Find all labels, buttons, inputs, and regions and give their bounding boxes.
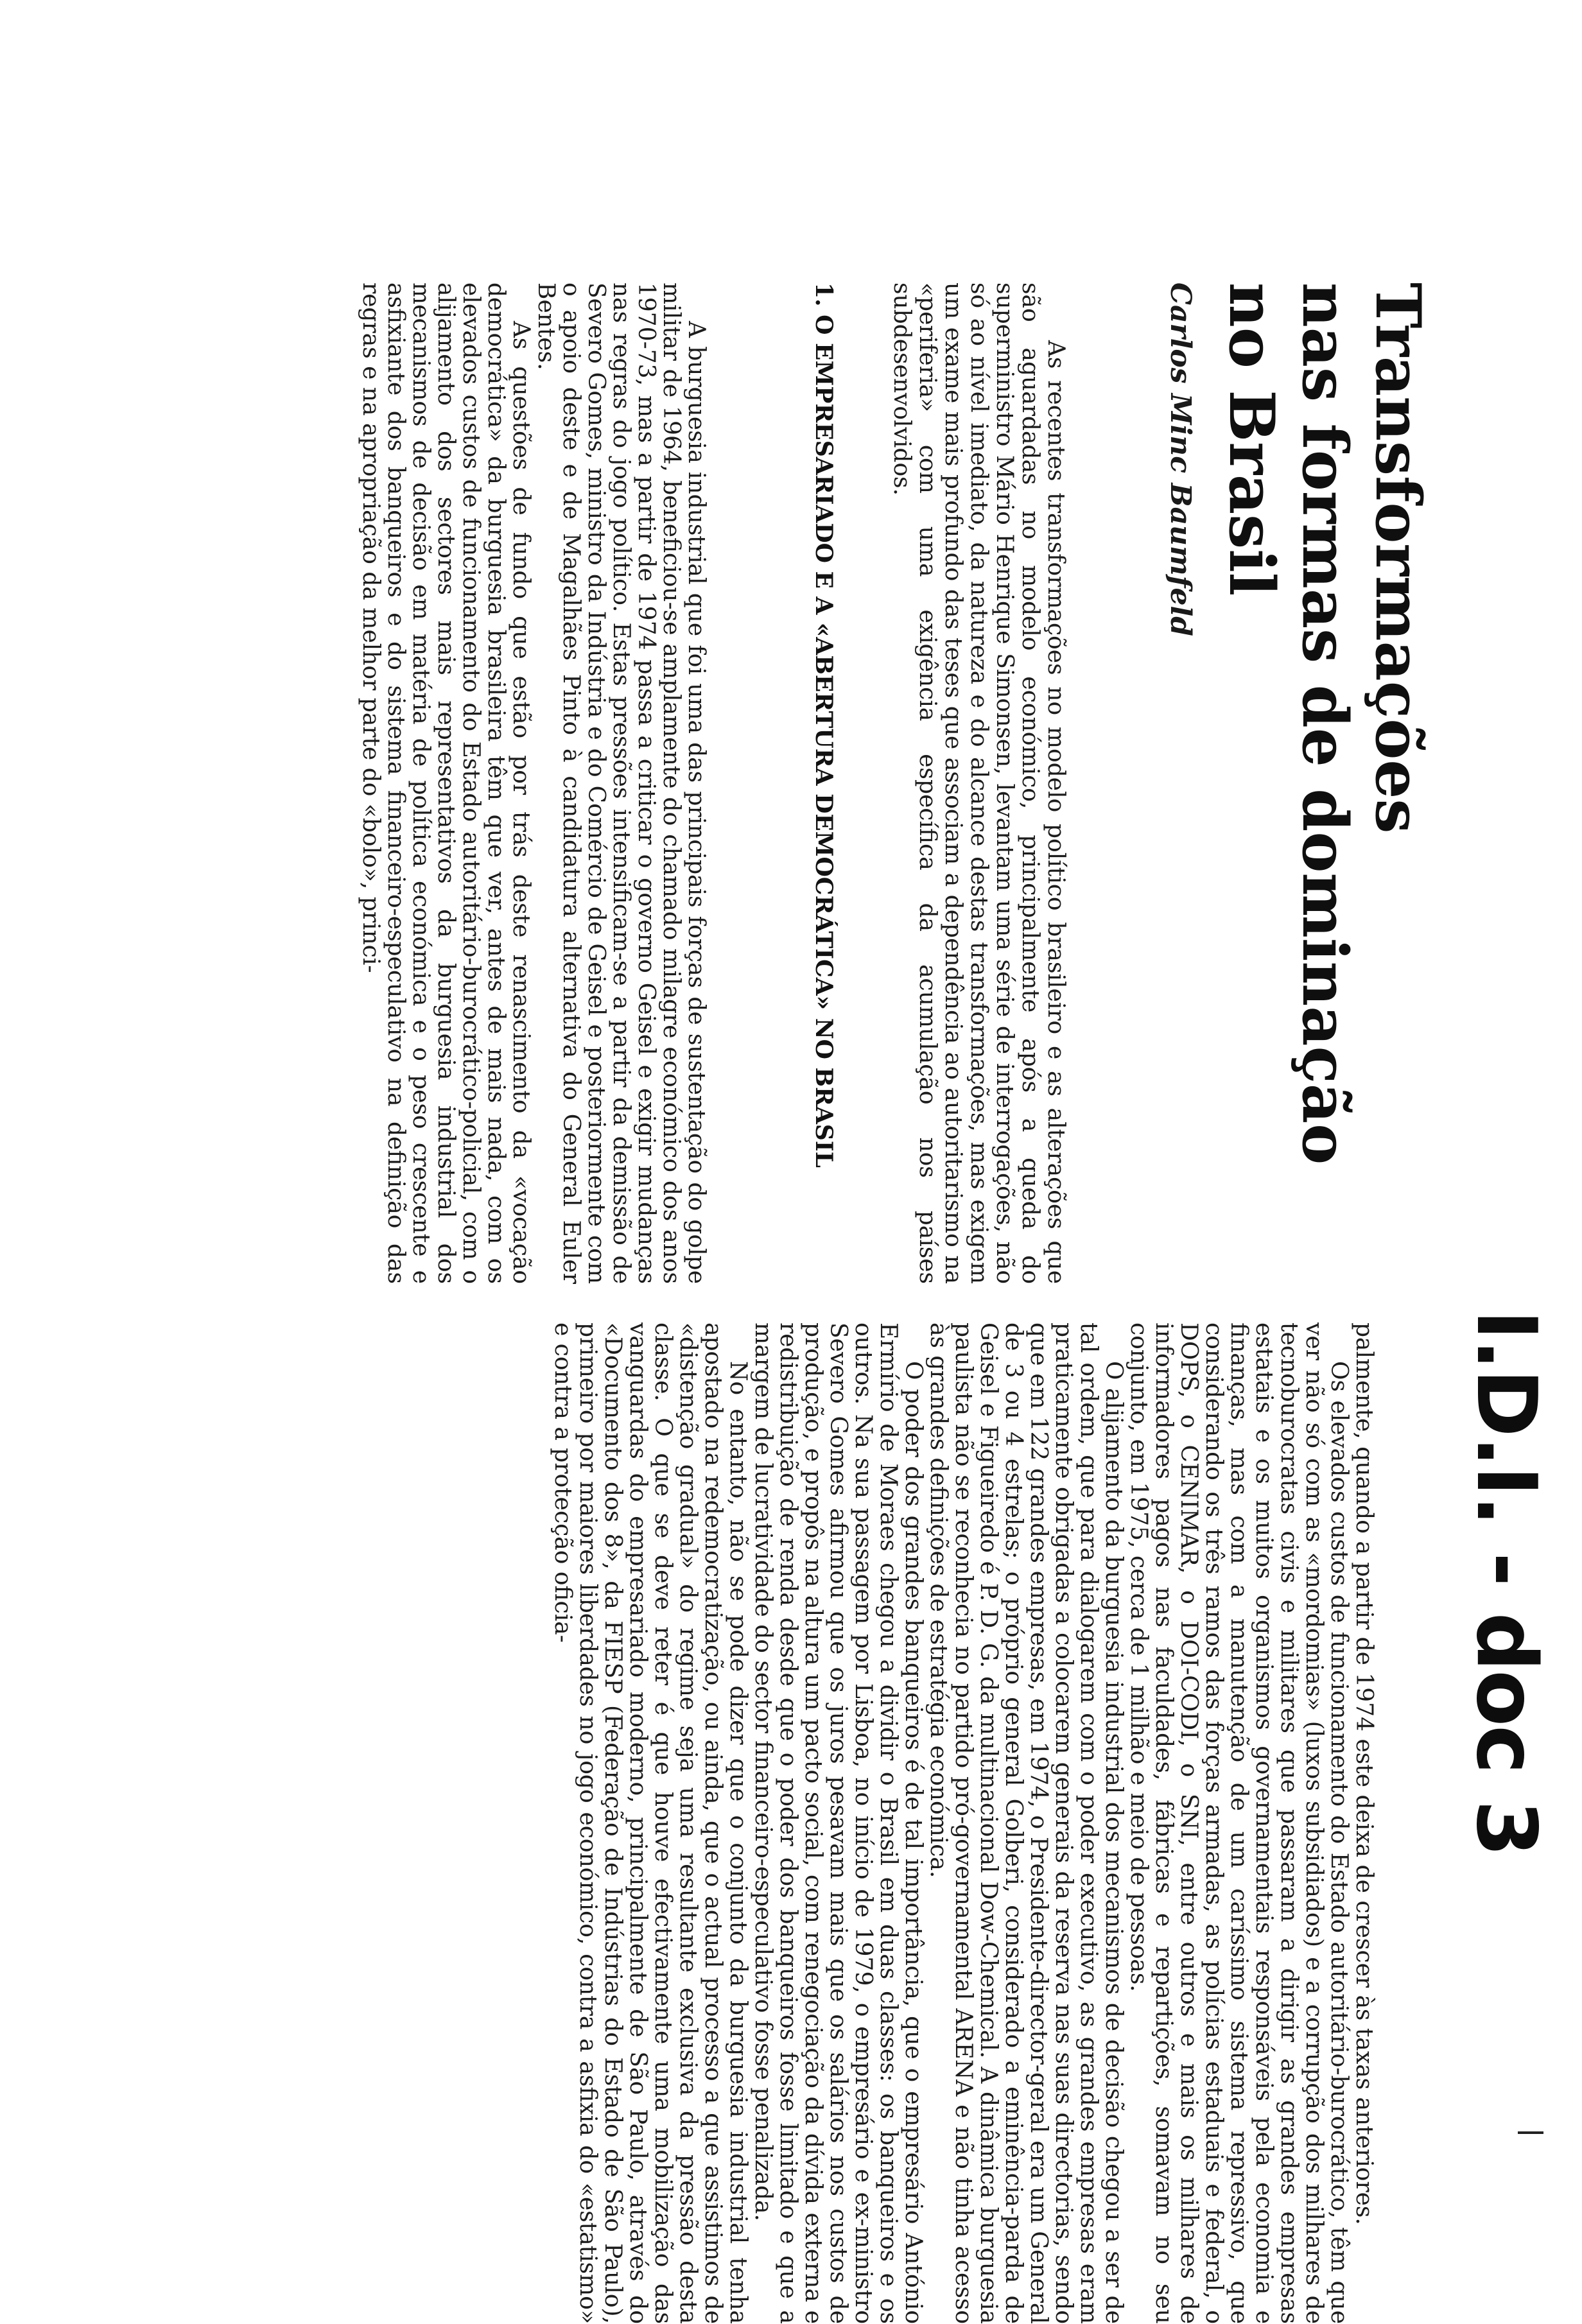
paragraph: As questões de fundo que estão por trás deste renascimento da «vocação democrática» da burguesia brasileira têm que ver, antes de mais nada, com os elevados custos de funcionamento do Estado autoritário-burocrático-policial, com o alijamento dos sectores mais representativos da burguesia industrial dos mecanismos de decisão em matéria de política económica e o peso crescente e asfixiante dos banqueiros e do sistema financeiro-especulativo na definição das regras e na apropriação da melhor parte do «bolo», princi-: [358, 282, 534, 1284]
abstract-paragraph: As recentes transformações no modelo político brasileiro e as alterações que são aguardadas no modelo económico, principalmente após a queda do superministro Mário Henrique Simonsen, levantam uma série de interrogações, não só ao nível imediato, da natureza e do alcance destas transformações, mas exigem um exame mais profundo das teses que associam a dependência ao autoritarismo na «periferia» com uma exigência específica da acumulação nos países subdesenvolvidos.: [889, 282, 1069, 1284]
document-tag: I.D.I. - doc 3: [1458, 1310, 1554, 1856]
paragraph: Os elevados custos de funcionamento do Estado autoritário-burocrático, têm que ver não só com as «mordomias» (luxos subsidiados) e a corrupção dos milhares de tecnoburocratas civis e militares que passaram a dirigir as grandes empresas estatais e os muitos organismos governamentais responsáveis pela economia e finanças, mas com a manutenção de um caríssimo sistema repressivo, que considerando os três ramos das forças armadas, as polícias estaduais e federal, o DOPS, o CENIMAR, o DOI-CODI, o SNI, entre outros e mais os milhares de informadores pagos nas faculdades, fábricas e repartições, somavam no seu conjunto, em 1975, cerca de 1 milhão e meio de pessoas.: [1126, 1322, 1352, 2324]
scan-speck: [1518, 2131, 1543, 2134]
paragraph: No entanto, não se pode dizer que o conjunto da burguesia industrial tenha apostado na redemocratização, ou ainda, que o actual processo a que assistimos de «distenção gradual» do regime seja uma resultante exclusiva da pressão desta classe. O que se deve reter é que houve efectivamente uma mobilização das vanguardas do empresariado moderno, principalmente de São Paulo, através do «Documento dos 8», da FIESP (Federação de Indústrias do Estado de São Paulo), primeiro por maiores liberdades no jogo económico, contra a asfixia do «estatismo» e contra a protecção oficia-: [550, 1322, 751, 2324]
paragraph: O alijamento da burguesia industrial dos mecanismos de decisão chegou a ser de tal ordem, que para dialogarem com o poder executivo, as grandes empresas eram praticamente obrigadas a colocarem generais da reserva nas suas directorias, sendo que em 122 grandes empresas, em 1974, o Presidente-director-geral era um General de 3 ou 4 estrelas; o próprio general Golberi, considerado a eminência-parda de Geisel e Figueiredo é P. D. G. da multinacional Dow-Chemical. A dinâmica burguesia paulista não se reconhecia no partido pró-governamental ARENA e não tinha acesso às grandes definições de estratégia económica.: [925, 1322, 1127, 2324]
author-name: Carlos Minc Baumfeld: [1164, 282, 1197, 637]
left-column-body: [358, 282, 709, 1284]
paragraph: A burguesia industrial que foi uma das principais forças de sustentação do golpe militar de 1964, beneficiou-se amplamente do chamado milagre económico dos anos 1970-73, mas a partir de 1974 passa a criticar o governo Geisel e exigir mudanças nas regras do jogo político. Estas pressões intensificam-se a partir da demissão de Severo Gomes, ministro da Indústria e do Comércio de Geisel e posteriormente com o apoio deste e de Magalhães Pinto à candidatura alternativa do General Euler Bentes.: [533, 282, 709, 1284]
title-line-3: no Brasil: [1215, 282, 1288, 596]
paragraph-continuation: palmente, quando a partir de 1974 este deixa de crescer às taxas anteriores.: [1351, 1322, 1377, 2225]
title-line-1: Transformações: [1362, 282, 1434, 834]
right-column-body: [550, 1322, 1377, 2324]
article-title: [1215, 282, 1434, 1310]
section-heading: 1. O EMPRESARIADO E A «ABERTURA DEMOCRÁTICA» NO BRASIL: [810, 282, 837, 1168]
paragraph: O poder dos grandes banqueiros é de tal importância, que o empresário António Ermírio de Moraes chegou a dividir o Brasil em duas classes: os banqueiros e os outros. Na sua passagem por Lisboa, no início de 1979, o empresário e ex-ministro Severo Gomes afirmou que os juros pesavam mais que os salários nos custos de produção, e propôs na altura um pacto social, com renegociação da dívida externa e redistribuição de renda desde que o poder dos banqueiros fosse limitado e que a margem de lucratividade do sector financeiro-especulativo fosse penalizada.: [750, 1322, 926, 2324]
title-line-2: nas formas de dominação: [1289, 282, 1361, 1165]
